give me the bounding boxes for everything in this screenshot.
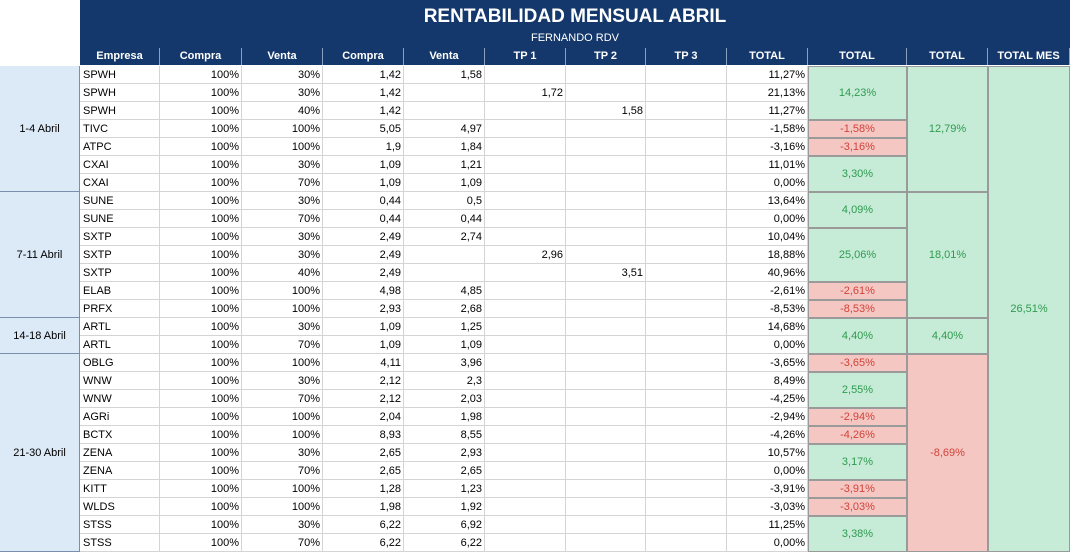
table-cell-tp2 [566,156,646,174]
week-label: 14-18 Abril [0,318,80,354]
table-cell-total: -3,16% [727,138,808,156]
table-cell-venta: 30% [242,228,323,246]
table-cell-compra-2: 0,44 [323,192,404,210]
table-cell-compra-2: 1,98 [323,498,404,516]
table-cell-tp1 [485,354,566,372]
table-cell-empresa: SXTP [80,228,160,246]
total-semana-cell: 18,01% [907,192,988,318]
table-cell-compra-2: 1,09 [323,174,404,192]
table-cell-venta: 30% [242,84,323,102]
table-cell-compra: 100% [160,336,242,354]
column-header-venta-2: Venta [404,48,485,65]
table-cell-empresa: STSS [80,516,160,534]
table-cell-compra-2: 1,42 [323,84,404,102]
table-cell-tp1 [485,102,566,120]
total-operacion-cell: 2,55% [808,372,907,408]
table-cell-tp1 [485,210,566,228]
table-cell-venta: 30% [242,318,323,336]
table-cell-empresa: SXTP [80,246,160,264]
table-cell-tp2 [566,282,646,300]
sheet-subtitle: FERNANDO RDV [80,31,1070,48]
table-cell-venta-2: 1,21 [404,156,485,174]
table-cell-tp2 [566,120,646,138]
table-cell-compra-2: 1,28 [323,480,404,498]
table-cell-tp3 [646,138,727,156]
table-cell-total: -3,91% [727,480,808,498]
table-cell-compra: 100% [160,66,242,84]
table-cell-tp2: 3,51 [566,264,646,282]
table-cell-tp2: 1,58 [566,102,646,120]
table-cell-compra-2: 2,04 [323,408,404,426]
table-cell-empresa: ARTL [80,318,160,336]
table-cell-venta-2: 1,09 [404,174,485,192]
table-cell-compra: 100% [160,246,242,264]
table-cell-tp3 [646,480,727,498]
table-cell-empresa: ELAB [80,282,160,300]
table-cell-tp3 [646,408,727,426]
table-cell-tp2 [566,516,646,534]
table-cell-venta: 40% [242,264,323,282]
table-cell-compra-2: 1,09 [323,336,404,354]
table-cell-compra: 100% [160,120,242,138]
table-cell-tp1 [485,318,566,336]
table-cell-venta-2: 0,5 [404,192,485,210]
table-cell-venta: 100% [242,426,323,444]
table-cell-total: -2,61% [727,282,808,300]
table-cell-tp1 [485,174,566,192]
table-cell-tp2 [566,336,646,354]
table-cell-total: -2,94% [727,408,808,426]
table-cell-venta-2 [404,264,485,282]
total-operacion-cell: -2,61% [808,282,907,300]
table-cell-empresa: TIVC [80,120,160,138]
table-cell-tp2 [566,84,646,102]
table-cell-tp2 [566,246,646,264]
table-cell-tp3 [646,210,727,228]
table-cell-total: 0,00% [727,210,808,228]
table-cell-tp3 [646,516,727,534]
table-cell-venta: 30% [242,66,323,84]
table-cell-venta: 40% [242,102,323,120]
table-cell-tp3 [646,246,727,264]
table-cell-compra-2: 6,22 [323,534,404,552]
table-cell-compra: 100% [160,228,242,246]
table-cell-tp3 [646,444,727,462]
table-cell-total: 14,68% [727,318,808,336]
table-cell-compra-2: 5,05 [323,120,404,138]
table-cell-tp2 [566,210,646,228]
table-cell-venta: 70% [242,210,323,228]
total-operacion-cell: -8,53% [808,300,907,318]
column-header-compra: Compra [160,48,242,65]
table-cell-total: -3,65% [727,354,808,372]
table-cell-compra-2: 2,65 [323,444,404,462]
table-cell-empresa: CXAI [80,156,160,174]
column-header-tp1: TP 1 [485,48,566,65]
table-cell-venta-2: 6,22 [404,534,485,552]
table-cell-venta-2: 2,93 [404,444,485,462]
table-cell-total: 0,00% [727,462,808,480]
table-cell-total: -4,26% [727,426,808,444]
table-cell-venta: 100% [242,480,323,498]
table-cell-compra-2: 1,09 [323,318,404,336]
table-cell-total: 21,13% [727,84,808,102]
table-cell-compra-2: 1,9 [323,138,404,156]
table-cell-compra-2: 0,44 [323,210,404,228]
total-mes-cell: 26,51% [988,66,1070,552]
table-cell-venta-2: 2,68 [404,300,485,318]
table-cell-tp1 [485,498,566,516]
week-label: 21-30 Abril [0,354,80,552]
table-cell-empresa: WNW [80,372,160,390]
table-cell-venta-2: 3,96 [404,354,485,372]
table-cell-venta: 70% [242,390,323,408]
table-cell-tp1 [485,300,566,318]
table-cell-compra-2: 4,98 [323,282,404,300]
table-cell-total: 0,00% [727,336,808,354]
table-cell-venta: 30% [242,192,323,210]
table-cell-tp3 [646,102,727,120]
table-cell-venta: 30% [242,516,323,534]
table-cell-tp1 [485,372,566,390]
total-operacion-cell: -3,16% [808,138,907,156]
table-cell-tp1 [485,480,566,498]
table-cell-empresa: SUNE [80,210,160,228]
table-cell-tp1 [485,426,566,444]
table-cell-total: 8,49% [727,372,808,390]
table-cell-compra-2: 2,12 [323,390,404,408]
table-cell-tp2 [566,66,646,84]
table-cell-tp3 [646,426,727,444]
table-cell-venta-2: 1,98 [404,408,485,426]
column-header-total: TOTAL [727,48,808,65]
table-cell-empresa: BCTX [80,426,160,444]
table-cell-compra-2: 2,93 [323,300,404,318]
table-cell-tp1 [485,408,566,426]
column-header-tp2: TP 2 [566,48,646,65]
table-cell-tp3 [646,84,727,102]
table-cell-tp2 [566,408,646,426]
table-cell-tp1 [485,66,566,84]
table-cell-tp3 [646,336,727,354]
table-cell-compra: 100% [160,174,242,192]
total-operacion-cell: 3,38% [808,516,907,552]
table-cell-compra: 100% [160,138,242,156]
table-cell-compra-2: 2,49 [323,228,404,246]
table-cell-empresa: SPWH [80,84,160,102]
table-cell-compra-2: 1,42 [323,66,404,84]
table-cell-tp2 [566,372,646,390]
table-cell-tp3 [646,462,727,480]
table-cell-tp3 [646,228,727,246]
week-label: 1-4 Abril [0,66,80,192]
table-cell-compra-2: 2,12 [323,372,404,390]
table-cell-empresa: CXAI [80,174,160,192]
table-cell-tp2 [566,174,646,192]
table-cell-venta: 100% [242,498,323,516]
table-cell-venta: 30% [242,156,323,174]
table-cell-venta: 30% [242,444,323,462]
table-cell-venta-2 [404,102,485,120]
table-cell-compra: 100% [160,156,242,174]
table-cell-total: 10,04% [727,228,808,246]
table-cell-tp1 [485,390,566,408]
table-cell-compra: 100% [160,480,242,498]
table-cell-tp3 [646,372,727,390]
table-cell-venta-2: 1,25 [404,318,485,336]
table-cell-compra: 100% [160,462,242,480]
table-cell-tp1 [485,228,566,246]
total-operacion-cell: 3,30% [808,156,907,192]
table-cell-tp3 [646,390,727,408]
table-cell-compra: 100% [160,318,242,336]
table-cell-tp2 [566,192,646,210]
table-cell-venta: 100% [242,354,323,372]
table-cell-tp3 [646,264,727,282]
table-cell-tp3 [646,534,727,552]
table-cell-venta: 70% [242,534,323,552]
table-cell-tp3 [646,498,727,516]
table-cell-total: 0,00% [727,174,808,192]
week-label: 7-11 Abril [0,192,80,318]
table-cell-tp2 [566,444,646,462]
total-operacion-cell: -3,91% [808,480,907,498]
table-cell-tp2 [566,426,646,444]
table-cell-empresa: WLDS [80,498,160,516]
total-operacion-cell: 3,17% [808,444,907,480]
table-cell-tp2 [566,462,646,480]
table-cell-empresa: PRFX [80,300,160,318]
table-cell-venta: 100% [242,300,323,318]
total-operacion-cell: -3,03% [808,498,907,516]
table-cell-empresa: OBLG [80,354,160,372]
table-cell-tp3 [646,300,727,318]
total-operacion-cell: -1,58% [808,120,907,138]
total-operacion-cell: -3,65% [808,354,907,372]
table-cell-venta: 100% [242,120,323,138]
column-header-venta: Venta [242,48,323,65]
table-cell-tp1 [485,264,566,282]
column-header-total-semana: TOTAL [907,48,988,65]
table-cell-tp1 [485,156,566,174]
table-cell-tp1 [485,138,566,156]
table-cell-empresa: SXTP [80,264,160,282]
table-cell-total: 10,57% [727,444,808,462]
table-cell-compra-2: 2,49 [323,264,404,282]
table-cell-empresa: SPWH [80,102,160,120]
table-cell-total: 11,27% [727,102,808,120]
table-cell-compra: 100% [160,192,242,210]
table-cell-tp1 [485,444,566,462]
table-cell-tp3 [646,354,727,372]
table-cell-compra-2: 1,42 [323,102,404,120]
table-cell-empresa: SPWH [80,66,160,84]
table-cell-compra-2: 4,11 [323,354,404,372]
table-cell-tp2 [566,480,646,498]
table-cell-tp1 [485,282,566,300]
table-cell-compra: 100% [160,372,242,390]
table-cell-venta-2 [404,246,485,264]
table-cell-empresa: SUNE [80,192,160,210]
column-header-total-mes: TOTAL MES [988,48,1070,65]
total-operacion-cell: -2,94% [808,408,907,426]
table-cell-empresa: ZENA [80,444,160,462]
table-cell-empresa: ZENA [80,462,160,480]
table-cell-empresa: STSS [80,534,160,552]
table-cell-venta-2: 2,3 [404,372,485,390]
table-cell-tp3 [646,66,727,84]
column-header-empresa: Empresa [80,48,160,65]
table-cell-venta-2 [404,84,485,102]
table-cell-compra: 100% [160,354,242,372]
total-operacion-cell: 4,09% [808,192,907,228]
table-cell-empresa: AGRi [80,408,160,426]
total-semana-cell: 12,79% [907,66,988,192]
total-operacion-cell: -4,26% [808,426,907,444]
table-cell-venta-2: 8,55 [404,426,485,444]
table-cell-compra-2: 2,49 [323,246,404,264]
table-cell-tp1 [485,462,566,480]
table-cell-venta: 70% [242,462,323,480]
table-cell-empresa: KITT [80,480,160,498]
table-cell-compra: 100% [160,84,242,102]
total-semana-cell: 4,40% [907,318,988,354]
table-cell-venta: 70% [242,174,323,192]
table-cell-tp3 [646,174,727,192]
table-cell-empresa: ATPC [80,138,160,156]
table-cell-tp3 [646,192,727,210]
table-cell-total: 13,64% [727,192,808,210]
table-cell-total: 18,88% [727,246,808,264]
table-cell-total: 0,00% [727,534,808,552]
table-cell-tp2 [566,138,646,156]
table-cell-total: -8,53% [727,300,808,318]
table-cell-venta-2: 0,44 [404,210,485,228]
table-cell-tp1 [485,534,566,552]
table-cell-venta-2: 4,85 [404,282,485,300]
table-cell-tp3 [646,282,727,300]
table-cell-compra: 100% [160,516,242,534]
table-cell-tp2 [566,390,646,408]
table-cell-total: -4,25% [727,390,808,408]
table-cell-tp3 [646,318,727,336]
table-cell-tp1 [485,120,566,138]
table-cell-venta-2: 2,74 [404,228,485,246]
table-cell-tp1: 1,72 [485,84,566,102]
table-cell-tp3 [646,120,727,138]
table-cell-tp2 [566,228,646,246]
column-header-compra-2: Compra [323,48,404,65]
table-cell-total: 11,27% [727,66,808,84]
column-header-total-operacion: TOTAL [808,48,907,65]
total-operacion-cell: 14,23% [808,66,907,120]
table-cell-venta-2: 1,09 [404,336,485,354]
table-cell-venta: 100% [242,282,323,300]
table-cell-total: -1,58% [727,120,808,138]
table-cell-venta-2: 1,58 [404,66,485,84]
table-cell-tp3 [646,156,727,174]
table-cell-compra: 100% [160,300,242,318]
table-cell-compra: 100% [160,534,242,552]
total-operacion-cell: 25,06% [808,228,907,282]
table-cell-venta-2: 6,92 [404,516,485,534]
table-cell-compra: 100% [160,282,242,300]
table-cell-compra-2: 6,22 [323,516,404,534]
table-cell-tp2 [566,300,646,318]
table-cell-venta-2: 1,92 [404,498,485,516]
table-cell-compra: 100% [160,390,242,408]
table-cell-total: 40,96% [727,264,808,282]
total-semana-cell: -8,69% [907,354,988,552]
table-cell-tp1 [485,192,566,210]
table-cell-compra: 100% [160,264,242,282]
table-cell-compra: 100% [160,102,242,120]
table-cell-empresa: WNW [80,390,160,408]
table-cell-tp2 [566,498,646,516]
table-cell-venta: 30% [242,246,323,264]
table-cell-compra: 100% [160,498,242,516]
table-cell-compra-2: 1,09 [323,156,404,174]
table-cell-venta-2: 4,97 [404,120,485,138]
table-cell-venta-2: 1,23 [404,480,485,498]
table-cell-compra-2: 8,93 [323,426,404,444]
table-cell-venta: 30% [242,372,323,390]
total-operacion-cell: 4,40% [808,318,907,354]
table-cell-compra: 100% [160,426,242,444]
table-cell-tp2 [566,534,646,552]
table-cell-compra: 100% [160,210,242,228]
table-cell-tp2 [566,354,646,372]
table-cell-tp1 [485,336,566,354]
table-cell-compra: 100% [160,444,242,462]
table-cell-venta-2: 2,65 [404,462,485,480]
column-header-tp3: TP 3 [646,48,727,65]
table-cell-venta: 100% [242,138,323,156]
table-cell-tp1 [485,516,566,534]
table-cell-tp2 [566,318,646,336]
table-cell-total: -3,03% [727,498,808,516]
table-cell-compra: 100% [160,408,242,426]
table-cell-venta-2: 2,03 [404,390,485,408]
table-cell-tp1: 2,96 [485,246,566,264]
sheet-title: RENTABILIDAD MENSUAL ABRIL [80,0,1070,31]
table-cell-venta-2: 1,84 [404,138,485,156]
table-cell-venta: 70% [242,336,323,354]
table-cell-venta: 100% [242,408,323,426]
table-cell-compra-2: 2,65 [323,462,404,480]
table-cell-empresa: ARTL [80,336,160,354]
table-cell-total: 11,01% [727,156,808,174]
table-cell-total: 11,25% [727,516,808,534]
